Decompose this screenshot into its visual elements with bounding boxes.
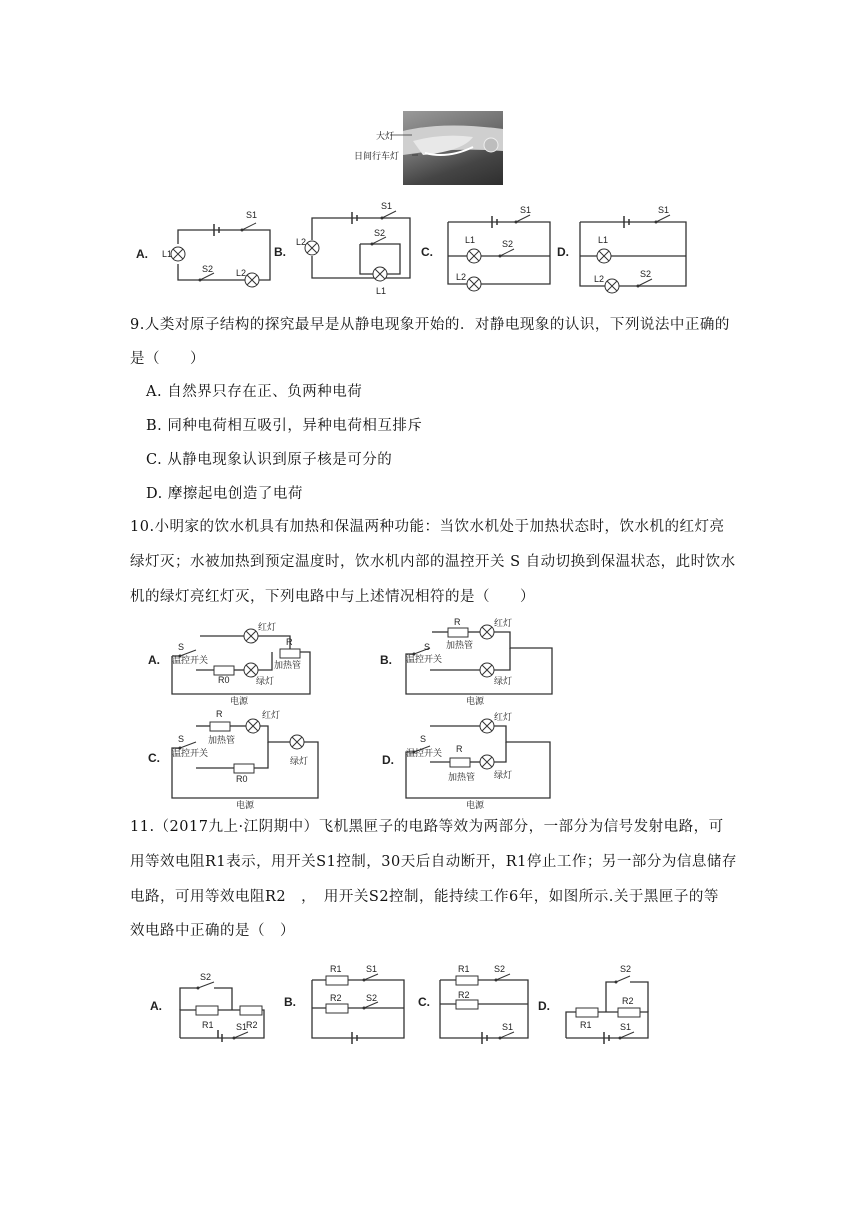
- q11-stem-line2: 用等效电阻R1表示，用开关S1控制，30天后自动断开，R1停止工作；另一部分为信息储存: [130, 854, 737, 870]
- q8-option-d-label: D.: [557, 245, 569, 259]
- q8-circuits: [0, 200, 860, 310]
- svg-text:R2: R2: [246, 1020, 258, 1030]
- q10-circuit-d: [406, 711, 550, 810]
- svg-text:A.: A.: [150, 999, 162, 1013]
- svg-text:S1: S1: [236, 1022, 248, 1032]
- svg-text:S1: S1: [246, 210, 258, 220]
- svg-text:R2: R2: [330, 993, 342, 1003]
- q11-stem-line3: 电路，可用等效电阻R2 ， 用开关S2控制，能持续工作6年，如图所示.关于黑匣子的等: [130, 889, 719, 905]
- svg-text:加热管: 加热管: [208, 735, 236, 745]
- svg-text:L1: L1: [598, 235, 609, 245]
- svg-text:绿灯: 绿灯: [290, 756, 309, 766]
- svg-text:加热管: 加热管: [448, 772, 476, 782]
- svg-text:温控开关: 温控开关: [406, 748, 443, 758]
- q10-stem-line1: 10.小明家的饮水机具有加热和保温两种功能：当饮水机处于加热状态时，饮水机的红灯亮: [130, 519, 725, 535]
- svg-text:S1: S1: [366, 964, 378, 974]
- svg-text:电源: 电源: [236, 800, 255, 810]
- svg-text:D.: D.: [382, 753, 394, 767]
- q9-option-a: A. 自然界只存在正、负两种电荷: [146, 384, 363, 400]
- svg-text:绿灯: 绿灯: [256, 676, 275, 686]
- svg-text:S2: S2: [366, 993, 378, 1003]
- svg-text:加热管: 加热管: [446, 640, 474, 650]
- lamp-l1: [597, 249, 611, 263]
- q9-option-c: C. 从静电现象认识到原子核是可分的: [146, 452, 393, 468]
- svg-text:D.: D.: [538, 999, 550, 1013]
- q8-circuit-a: [162, 210, 270, 287]
- svg-text:L2: L2: [236, 268, 247, 278]
- q10-circuit-a: [172, 621, 310, 706]
- svg-text:S2: S2: [200, 972, 212, 982]
- svg-text:加热管: 加热管: [274, 660, 302, 670]
- svg-text:R: R: [286, 637, 293, 647]
- red-lamp: [244, 629, 258, 643]
- q10-circuit-c: [172, 709, 318, 810]
- svg-text:L2: L2: [456, 272, 467, 282]
- q8-option-b-label: B.: [274, 245, 286, 259]
- svg-text:红灯: 红灯: [494, 712, 513, 722]
- photo-label-daytime-light: 日间行车灯: [354, 151, 400, 161]
- svg-text:B.: B.: [284, 995, 296, 1009]
- svg-text:R: R: [454, 617, 461, 627]
- svg-text:S1: S1: [520, 205, 532, 215]
- svg-text:S2: S2: [374, 228, 386, 238]
- heater-r: [280, 649, 300, 658]
- lamp-l1: [467, 249, 481, 263]
- svg-text:L1: L1: [162, 249, 173, 259]
- svg-text:R2: R2: [458, 990, 470, 1000]
- svg-text:C.: C.: [148, 751, 160, 765]
- svg-text:C.: C.: [418, 995, 430, 1009]
- svg-text:S2: S2: [640, 269, 652, 279]
- svg-text:L2: L2: [296, 237, 307, 247]
- svg-text:S2: S2: [202, 264, 214, 274]
- svg-text:温控开关: 温控开关: [406, 654, 443, 664]
- q11-stem-line1: 11.（2017九上·江阴期中）飞机黑匣子的电路等效为两部分，一部分为信号发射电路，可: [130, 819, 724, 835]
- svg-text:R: R: [456, 744, 463, 754]
- q10-circuits: [0, 612, 860, 812]
- svg-text:电源: 电源: [466, 800, 485, 810]
- svg-text:S2: S2: [494, 964, 506, 974]
- q10-stem-line2: 绿灯灭；水被加热到预定温度时，饮水机内部的温控开关 S 自动切换到保温状态，此时饮水: [130, 554, 736, 570]
- svg-text:R: R: [216, 709, 223, 719]
- svg-text:S1: S1: [620, 1022, 632, 1032]
- svg-text:S1: S1: [502, 1022, 514, 1032]
- q8-circuit-b: [296, 201, 410, 296]
- svg-text:S1: S1: [381, 201, 393, 211]
- svg-text:R1: R1: [580, 1020, 592, 1030]
- svg-text:红灯: 红灯: [258, 622, 277, 632]
- svg-text:温控开关: 温控开关: [172, 748, 209, 758]
- svg-text:R1: R1: [458, 964, 470, 974]
- green-lamp: [244, 663, 258, 677]
- q10-stem-line3: 机的绿灯亮红灯灭，下列电路中与上述情况相符的是（ ）: [130, 589, 535, 605]
- svg-text:B.: B.: [380, 653, 392, 667]
- svg-text:绿灯: 绿灯: [494, 676, 513, 686]
- svg-text:L2: L2: [594, 274, 605, 284]
- lamp-l2: [467, 277, 481, 291]
- svg-text:A.: A.: [148, 653, 160, 667]
- svg-text:R0: R0: [218, 675, 230, 685]
- lamp-l2: [245, 273, 259, 287]
- svg-text:S2: S2: [620, 964, 632, 974]
- car-front-drawing: [403, 111, 503, 185]
- svg-text:S1: S1: [658, 205, 670, 215]
- q8-circuit-c: [448, 205, 550, 291]
- q11-circuit-a: [180, 972, 264, 1042]
- q9-option-b: B. 同种电荷相互吸引，异种电荷相互排斥: [146, 418, 423, 434]
- svg-text:L1: L1: [465, 235, 476, 245]
- q11-circuit-b: [312, 964, 404, 1044]
- q8-option-c-label: C.: [421, 245, 433, 259]
- svg-text:电源: 电源: [466, 696, 485, 706]
- svg-text:R0: R0: [236, 774, 248, 784]
- q11-stem-line4: 效电路中正确的是（ ）: [130, 923, 295, 939]
- q9-option-d: D. 摩擦起电创造了电荷: [146, 486, 303, 502]
- svg-text:红灯: 红灯: [494, 618, 513, 628]
- svg-text:温控开关: 温控开关: [172, 655, 209, 665]
- svg-text:S2: S2: [502, 239, 514, 249]
- photo-label-headlight: 大灯: [376, 131, 395, 141]
- svg-text:S: S: [420, 734, 427, 744]
- car-headlight-photo: [403, 111, 503, 185]
- svg-text:S: S: [178, 734, 185, 744]
- lamp-l1: [171, 247, 185, 261]
- q9-stem-line1: 9.人类对原子结构的探究最早是从静电现象开始的．对静电现象的认识，下列说法中正确的: [130, 317, 730, 333]
- q8-option-a-label: A.: [136, 247, 148, 261]
- svg-text:L1: L1: [376, 286, 387, 296]
- svg-text:S: S: [424, 642, 431, 652]
- svg-text:绿灯: 绿灯: [494, 770, 513, 780]
- svg-text:R1: R1: [330, 964, 342, 974]
- lamp-l1: [373, 267, 387, 281]
- svg-text:S: S: [178, 642, 185, 652]
- q11-circuit-c: [440, 964, 528, 1044]
- q9-stem-line2: 是（ ）: [130, 351, 205, 367]
- q11-circuit-d: [566, 964, 648, 1044]
- q11-circuits: [0, 958, 860, 1058]
- lamp-l2: [305, 241, 319, 255]
- svg-text:R2: R2: [622, 996, 634, 1006]
- svg-text:红灯: 红灯: [262, 710, 281, 720]
- q10-circuit-b: [406, 617, 552, 706]
- q8-circuit-d: [580, 205, 686, 293]
- lamp-l2: [605, 279, 619, 293]
- svg-text:R1: R1: [202, 1020, 214, 1030]
- svg-text:电源: 电源: [230, 696, 249, 706]
